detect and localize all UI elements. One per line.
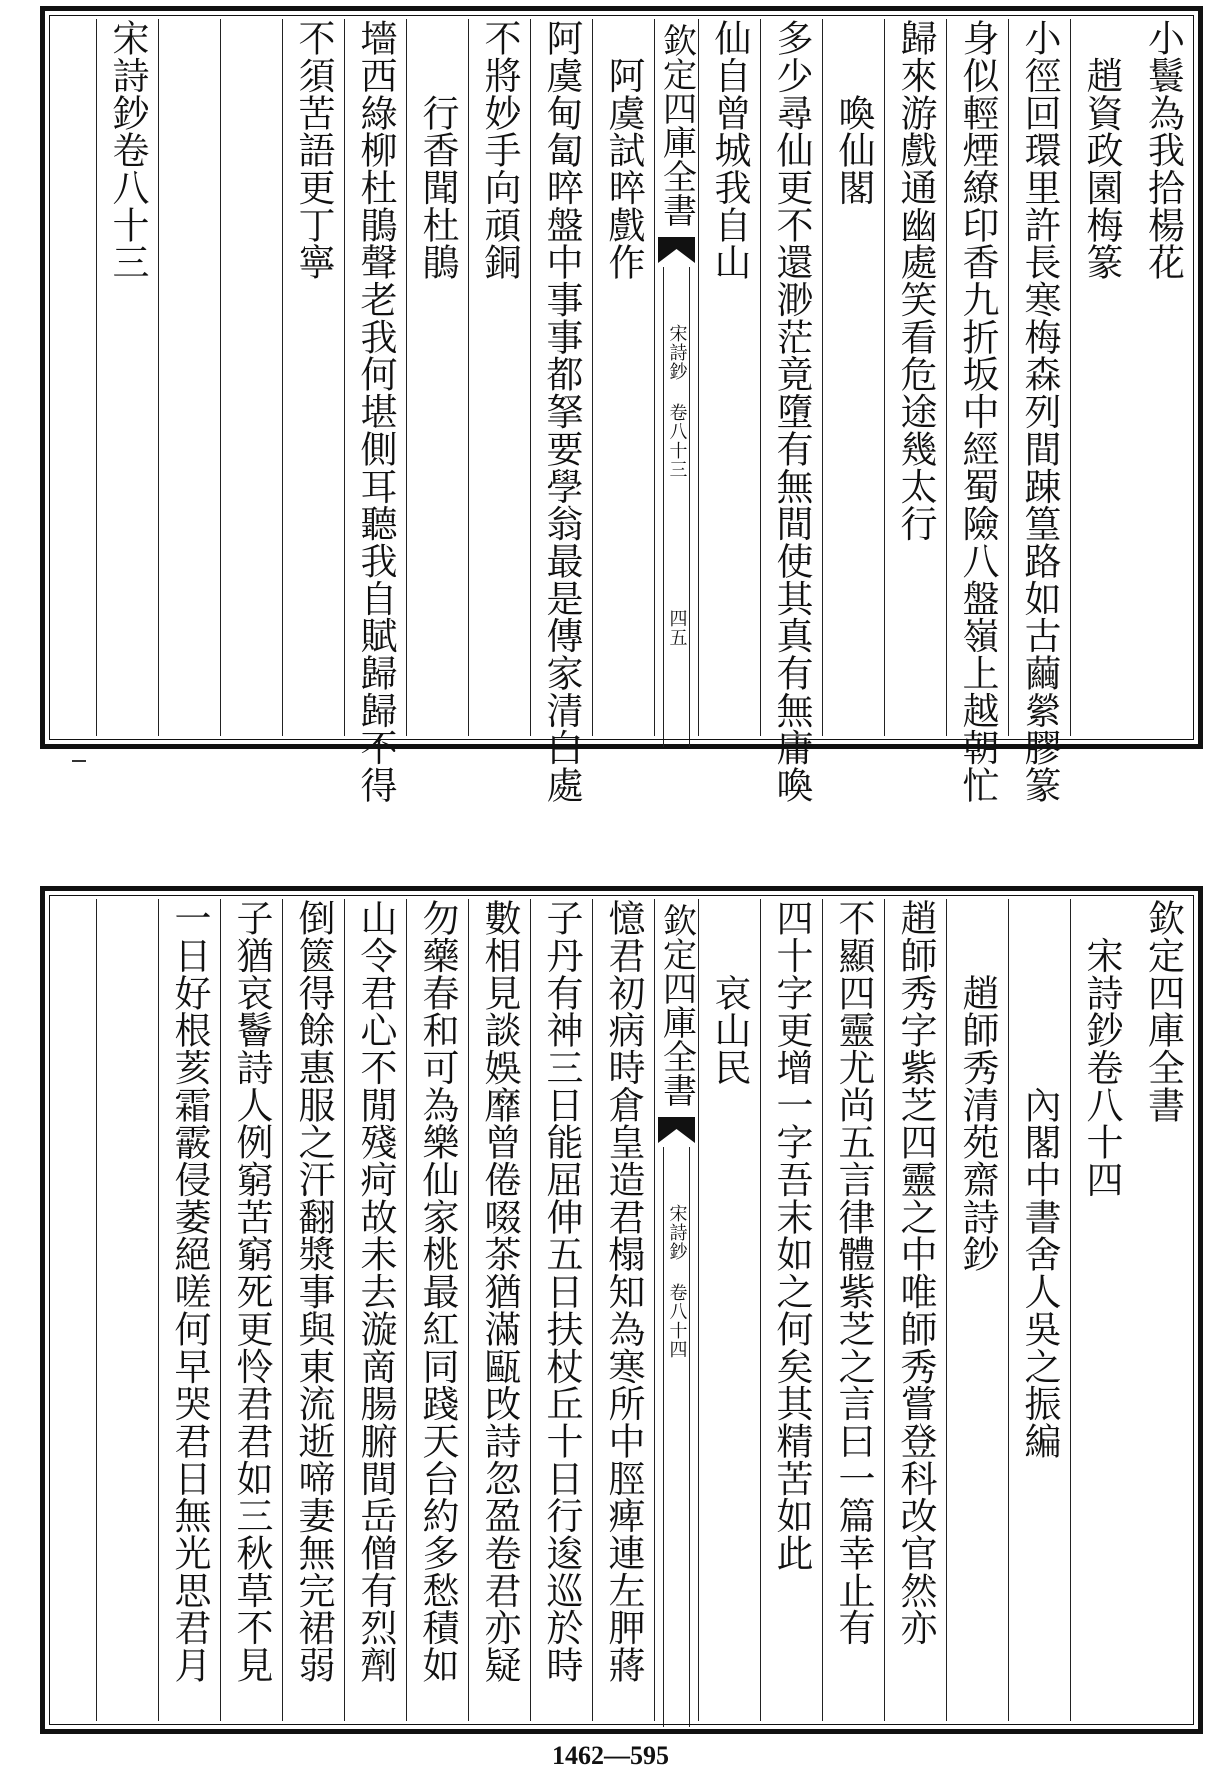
text-column: 山令君心不閒殘疴故未去漩啇腸腑間岳僧有烈劑 <box>344 899 406 1721</box>
banner-subtitle: 宋詩鈔 卷八十四 <box>666 1204 688 1359</box>
text-column: 身似輕煙繚印香九折坂中經蜀險八盤嶺上越朝忙 <box>946 19 1008 736</box>
banner-subtitle: 宋詩鈔 卷八十三 <box>666 324 688 479</box>
center-banner <box>654 19 698 736</box>
text-column: 數相見談娛靡曾倦啜茶猶滿甌攺詩忽盈卷君亦疑 <box>468 899 530 1721</box>
text-column: 不將妙手向頑銅 <box>468 19 530 736</box>
text-column: 不顯四靈尤尚五言律體紫芝之言曰一篇幸止有 <box>822 899 884 1721</box>
volume-title: 宋詩鈔卷八十四 <box>1080 899 1123 1198</box>
text-column <box>158 19 220 736</box>
page-number: 四五 <box>666 609 688 647</box>
banner-title: 欽定四庫全書 <box>656 903 697 1107</box>
text-column: 阿虞甸匐晬盤中事事都拏要學翁最是傳家清白處 <box>530 19 592 736</box>
text-column: 憶君初病時倉皇造君榻知為寒所中脛痺連左胛蔣 <box>592 899 654 1721</box>
text-column: 小徑回環里許長寒梅森列間踈篁路如古繭縈膠篆 <box>1008 19 1070 736</box>
editor-line: 內閣中書舍人吳之振編 <box>1018 899 1061 1460</box>
bottom-page <box>40 886 1203 1734</box>
text-column: 宋詩鈔卷八十三 <box>96 19 158 736</box>
text-column <box>1008 899 1070 1721</box>
text-column: 喚仙閣 <box>822 19 884 736</box>
text-column: 小鬟為我拾楊花 <box>1141 19 1185 281</box>
text-column: 倒篋得餘惠服之汗翻漿事與東流逝啼妻無完裙弱 <box>282 899 344 1721</box>
text-column: 阿虞試晬戲作 <box>592 19 654 736</box>
empty-column <box>96 899 158 1721</box>
text-column: 墻西綠柳杜鵑聲老我何堪側耳聽我自賦歸歸不得 <box>344 19 406 736</box>
section-title: 趙師秀清苑齋詩鈔 <box>956 899 999 1273</box>
text-column: 四十字更增一字吾末如之何矣其精苦如此 <box>760 899 822 1721</box>
text-column <box>946 899 1008 1721</box>
text-column: 多少尋仙更不還渺茫竟墮有無間使其真有無庸喚 <box>760 19 822 736</box>
fishtail-mark <box>658 237 695 263</box>
text-column <box>1070 899 1132 1721</box>
fishtail-mark <box>658 1117 695 1143</box>
text-column: 歸來游戲通幽處笑看危途幾太行 <box>884 19 946 736</box>
poem-title: 哀山民 <box>708 899 751 1086</box>
banner-title: 欽定四庫全書 <box>656 23 697 227</box>
text-column: 趙資政園梅篆 <box>1070 19 1132 736</box>
page-footer: 1462—595 <box>552 1741 669 1770</box>
text-column <box>698 899 760 1721</box>
text-column: 行香聞杜鵑 <box>406 19 468 736</box>
text-column: 不須苦語更丁寧 <box>282 19 344 736</box>
text-column <box>220 19 282 736</box>
text-column: 子猶哀鬠詩人例窮苦窮死更怜君君如三秋草不見 <box>220 899 282 1721</box>
text-column <box>1132 899 1194 1721</box>
text-column: 一日好根荄霜霰侵萎絕嗟何早哭君日無光思君月 <box>158 899 220 1721</box>
center-banner <box>654 899 698 1721</box>
text-column: 趙師秀字紫芝四靈之中唯師秀嘗登科改官然亦 <box>884 899 946 1721</box>
text-column: 子丹有神三日能屈伸五日扶杖丘十日行逡巡於時 <box>530 899 592 1721</box>
text-column: 勿藥春和可為樂仙家桃最紅同踐天台約多愁積如 <box>406 899 468 1721</box>
book-title: 欽定四庫全書 <box>1141 899 1185 1124</box>
top-page <box>40 6 1203 804</box>
text-column: 仙自曾城我自山 <box>698 19 760 736</box>
